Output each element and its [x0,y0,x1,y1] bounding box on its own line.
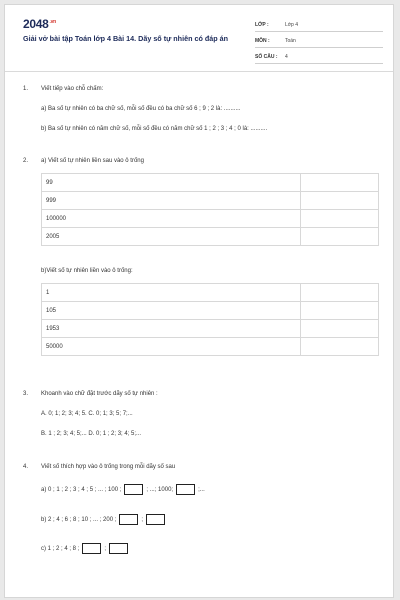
q1-title: Viết tiếp vào chỗ chấm: [41,86,104,92]
table-row: 1 [42,284,379,302]
table-row: 1953 [42,320,379,338]
answer-box[interactable] [109,543,128,554]
table-row: 2005 [42,228,379,246]
worksheet-header [5,5,393,69]
q4-title: Viết số thích hợp vào ô trống trong mỗi dãy số sau [41,464,176,470]
table-row: 50000 [42,338,379,356]
q3-number: 3. [23,391,29,397]
q1-part-a: a) Ba số tự nhiên có ba chữ số, mỗi số đều có ba chữ số 6 ; 9 ; 2 là: .......... [41,106,241,112]
q1-part-b: b) Ba số tự nhiên có năm chữ số, mỗi số đều có năm chữ số 1 ; 2 ; 3 ; 4 ; 0 là: .......... [41,126,268,132]
q4-number: 4. [23,464,29,470]
meta-subject: MÔN : Toán [255,35,383,48]
q3-options-row-1[interactable]: A. 0; 1; 2; 3; 4; 5. C. 0; 1; 3; 5; 7;... [41,411,133,417]
meta-question-count: SỐ CÂU : 4 [255,51,383,64]
table-row: 99 [42,174,379,192]
answer-cell[interactable] [301,338,379,356]
answer-cell[interactable] [301,284,379,302]
q3-options-row-2[interactable]: B. 1 ; 2; 3; 4; 5;... D. 0; 1 ; 2; 3; 4; 5;... [41,431,142,437]
q4-sequence-c: c) 1 ; 2 ; 4 ; 8 ; ; [41,543,131,554]
answer-cell[interactable] [301,192,379,210]
answer-cell[interactable] [301,302,379,320]
q3-title: Khoanh vào chữ đặt trước dãy số tự nhiên : [41,391,158,397]
header-divider [5,71,393,72]
q2-number: 2. [23,158,29,164]
answer-box[interactable] [82,543,101,554]
answer-box[interactable] [146,514,165,525]
answer-cell[interactable] [301,320,379,338]
q4-sequence-a: a) 0 ; 1 ; 2 ; 3 ; 4 ; 5 ; ... ; 100 ; ; ...; 1000; ;... [41,484,205,495]
worksheet-page [4,4,394,598]
site-logo[interactable]: $2048^{.vn}$ [23,17,56,31]
answer-box[interactable] [124,484,143,495]
q1-number: 1. [23,86,29,92]
document-title: Giải vở bài tập Toán lớp 4 Bài 14. Dãy số tự nhiên có đáp án [23,34,229,43]
q2-table-b [41,283,379,356]
q2-table-a [41,173,379,246]
table-row: 105 [42,302,379,320]
q2-part-b-title: b)Viết số tự nhiên liền vào ô trống: [41,268,133,274]
q4-sequence-b: b) 2 ; 4 ; 6 ; 8 ; 10 ; ... ; 200 ; ; [41,514,168,525]
table-row: 999 [42,192,379,210]
answer-box[interactable] [176,484,195,495]
meta-class: LỚP : Lớp 4 [255,19,383,32]
answer-cell[interactable] [301,174,379,192]
answer-cell[interactable] [301,228,379,246]
table-row: 100000 [42,210,379,228]
q2-part-a-title: a) Viết số tự nhiên liền sau vào ô trống [41,158,144,164]
answer-box[interactable] [119,514,138,525]
answer-cell[interactable] [301,210,379,228]
